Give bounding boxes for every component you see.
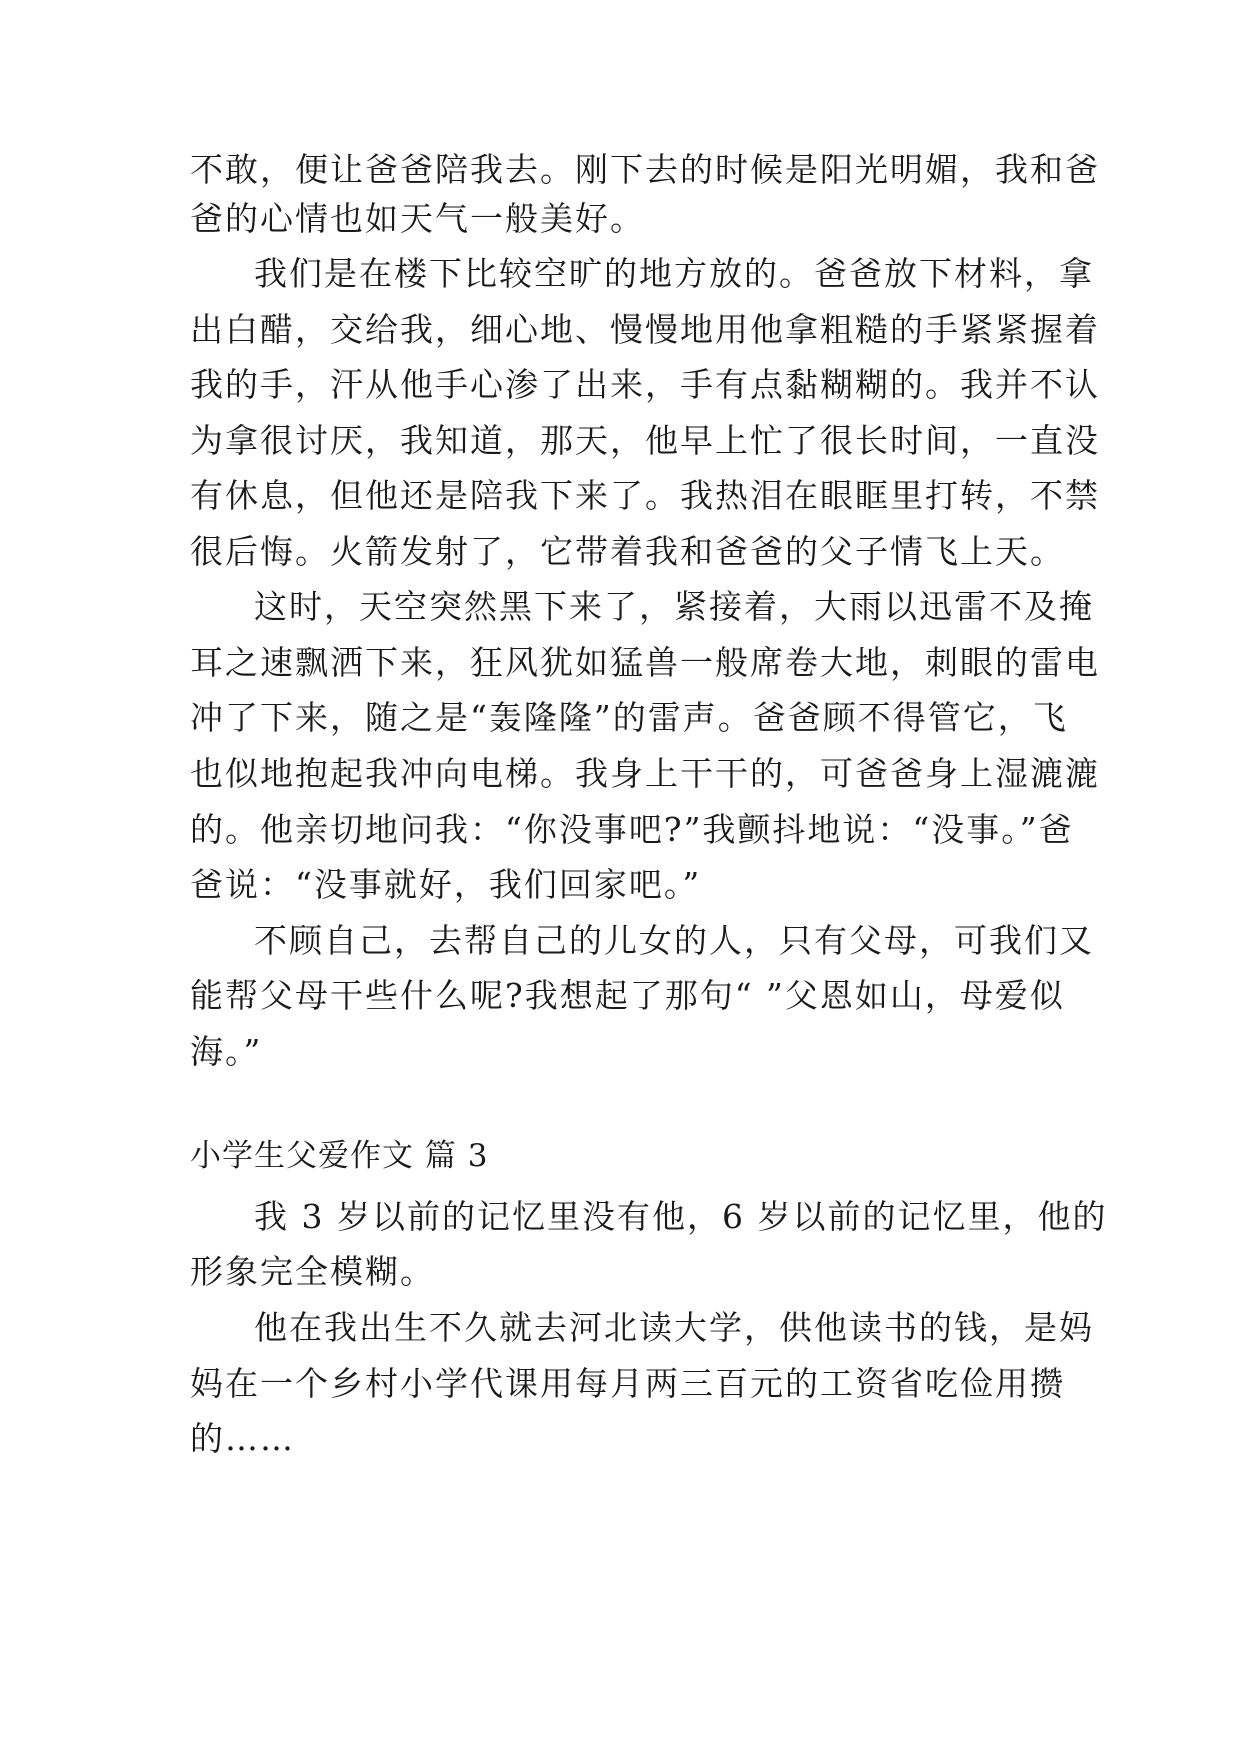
paragraph-line: 很后悔。火箭发射了，它带着我和爸爸的父子情飞上天。	[190, 532, 1065, 571]
paragraph-line: 也似地抱起我冲向电梯。我身上干干的，可爸爸身上湿漉漉	[190, 754, 1100, 793]
paragraph-line: 不顾自己，去帮自己的儿女的人，只有父母，可我们又	[254, 921, 1094, 960]
paragraph-line: 耳之速飘洒下来，狂风犹如猛兽一般席卷大地，刺眼的雷电	[190, 643, 1100, 682]
paragraph-line: 冲了下来，随之是“轰隆隆”的雷声。爸爸顾不得管它，飞	[190, 698, 1068, 737]
section-heading: 小学生父爱作文 篇 3	[190, 1138, 489, 1174]
paragraph-line: 能帮父母干些什么呢?我想起了那句“ ”父恩如山，母爱似	[190, 976, 1065, 1015]
paragraph-line: 为拿很讨厌，我知道，那天，他早上忙了很长时间，一直没	[190, 421, 1100, 460]
paragraph-line: 我们是在楼下比较空旷的地方放的。爸爸放下材料，拿	[254, 254, 1094, 293]
paragraph-line: 他在我出生不久就去河北读大学，供他读书的钱，是妈	[254, 1308, 1094, 1347]
paragraph-line: 的……	[190, 1419, 295, 1458]
paragraph-line: 形象完全模糊。	[190, 1252, 435, 1291]
paragraph-line: 爸的心情也如天气一般美好。	[190, 199, 645, 238]
paragraph-line: 的。他亲切地问我：“你没事吧?”我颤抖地说：“没事。”爸	[190, 810, 1074, 849]
paragraph-line: 不敢，便让爸爸陪我去。刚下去的时候是阳光明媚，我和爸	[190, 150, 1100, 189]
paragraph-line: 出白醋，交给我，细心地、慢慢地用他拿粗糙的手紧紧握着	[190, 310, 1100, 349]
paragraph-line: 妈在一个乡村小学代课用每月两三百元的工资省吃俭用攒	[190, 1364, 1065, 1403]
paragraph-line: 海。”	[190, 1032, 263, 1071]
paragraph-line: 这时，天空突然黑下来了，紧接着，大雨以迅雷不及掩	[254, 587, 1094, 626]
paragraph-line: 爸说：“没事就好，我们回家吧。”	[190, 865, 702, 904]
paragraph-line: 我 3 岁以前的记忆里没有他，6 岁以前的记忆里，他的	[254, 1197, 1108, 1236]
paragraph-line: 我的手，汗从他手心渗了出来，手有点黏糊糊的。我并不认	[190, 365, 1100, 404]
paragraph-line: 有休息，但他还是陪我下来了。我热泪在眼眶里打转，不禁	[190, 476, 1100, 515]
